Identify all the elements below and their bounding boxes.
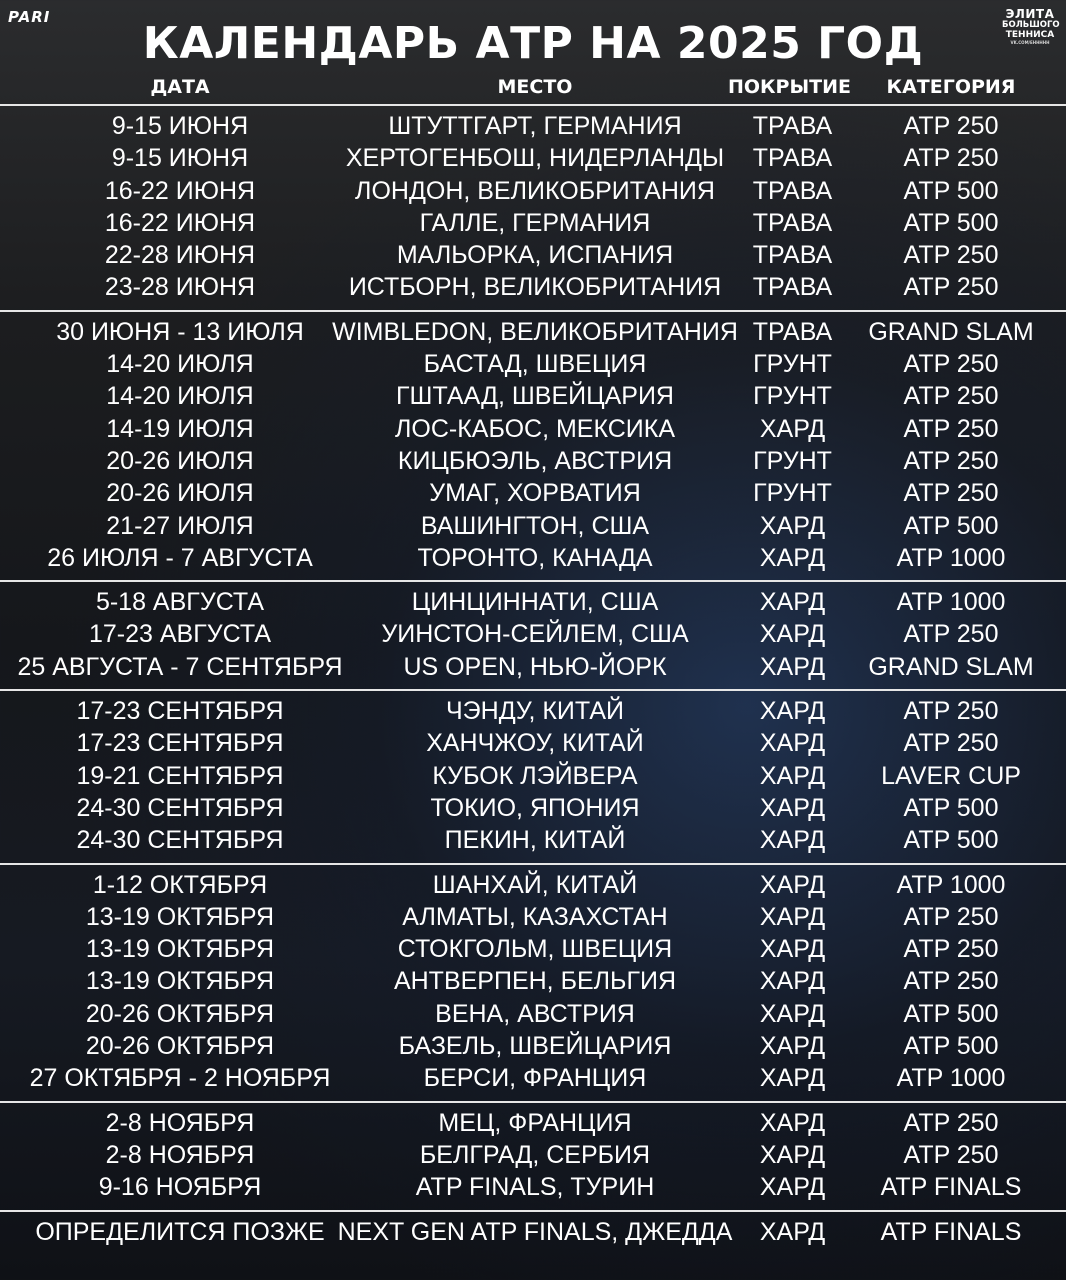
header-date: ДАТА bbox=[150, 76, 210, 98]
table-row bbox=[0, 445, 1066, 477]
surface-cell: ГРУНТ bbox=[753, 350, 832, 379]
table-row bbox=[0, 380, 1066, 412]
surface-cell: ГРУНТ bbox=[753, 446, 832, 475]
date-cell: 20-26 ОКТЯБРЯ bbox=[85, 999, 275, 1028]
table-row bbox=[0, 695, 1066, 727]
place-cell: УМАГ, ХОРВАТИЯ bbox=[429, 479, 641, 508]
table-row bbox=[0, 586, 1066, 618]
category-cell: ATP 500 bbox=[903, 208, 999, 237]
date-cell: 19-21 СЕНТЯБРЯ bbox=[76, 761, 284, 790]
category-cell: ATP FINALS bbox=[880, 1173, 1022, 1202]
category-cell: LAVER CUP bbox=[881, 761, 1021, 790]
table-row bbox=[0, 413, 1066, 445]
date-cell: 9-15 ИЮНЯ bbox=[111, 112, 249, 140]
date-cell: 16-22 ИЮНЯ bbox=[104, 176, 256, 205]
date-cell: 27 ОКТЯБРЯ - 2 НОЯБРЯ bbox=[29, 1064, 331, 1093]
table-row bbox=[0, 1107, 1066, 1139]
place-cell: ATP FINALS, ТУРИН bbox=[415, 1173, 655, 1202]
table-row bbox=[0, 510, 1066, 542]
place-cell: US OPEN, НЬЮ-ЙОРК bbox=[403, 652, 667, 681]
date-cell: 20-26 ИЮЛЯ bbox=[106, 479, 254, 508]
surface-cell: ХАРД bbox=[759, 511, 826, 540]
table-row bbox=[0, 760, 1066, 792]
category-cell: ATP 250 bbox=[903, 479, 999, 508]
month-group bbox=[0, 863, 1066, 1101]
category-cell: ATP 1000 bbox=[896, 1064, 1006, 1093]
category-cell: ATP FINALS bbox=[880, 1217, 1022, 1246]
place-cell: ШАНХАЙ, КИТАЙ bbox=[432, 870, 638, 899]
date-cell: 25 АВГУСТА - 7 СЕНТЯБРЯ bbox=[17, 652, 343, 681]
place-cell: WIMBLEDON, ВЕЛИКОБРИТАНИЯ bbox=[332, 317, 738, 346]
surface-cell: ХАРД bbox=[759, 543, 826, 572]
date-cell: 17-23 СЕНТЯБРЯ bbox=[76, 729, 284, 758]
table-row bbox=[0, 933, 1066, 965]
table-row bbox=[0, 998, 1066, 1030]
surface-cell: ХАРД bbox=[759, 1064, 826, 1093]
logo-line: ТЕННИСА bbox=[1005, 29, 1055, 40]
table-row bbox=[0, 271, 1066, 303]
place-cell: КУБОК ЛЭЙВЕРА bbox=[432, 761, 638, 790]
month-group bbox=[0, 580, 1066, 689]
calendar-table bbox=[0, 104, 1066, 1280]
place-cell: ЧЭНДУ, КИТАЙ bbox=[446, 697, 624, 726]
surface-cell: ТРАВА bbox=[752, 208, 833, 237]
category-cell: ATP 1000 bbox=[896, 588, 1006, 617]
place-cell: КИЦБЮЭЛЬ, АВСТРИЯ bbox=[397, 446, 673, 475]
date-cell: ОПРЕДЕЛИТСЯ ПОЗЖЕ bbox=[35, 1217, 325, 1246]
pari-logo: PARI bbox=[8, 8, 51, 26]
month-group bbox=[0, 1101, 1066, 1210]
category-cell: ATP 1000 bbox=[896, 543, 1006, 572]
place-cell: ГШТААД, ШВЕЙЦАРИЯ bbox=[396, 382, 674, 411]
category-cell: ATP 250 bbox=[903, 697, 999, 726]
date-cell: 21-27 ИЮЛЯ bbox=[106, 511, 254, 540]
table-row bbox=[0, 477, 1066, 509]
category-cell: ATP 500 bbox=[903, 176, 999, 205]
date-cell: 23-28 ИЮНЯ bbox=[104, 273, 256, 302]
place-cell: ЛОНДОН, ВЕЛИКОБРИТАНИЯ bbox=[355, 176, 715, 205]
category-cell: ATP 250 bbox=[903, 382, 999, 411]
category-cell: GRAND SLAM bbox=[868, 652, 1034, 681]
date-cell: 20-26 ОКТЯБРЯ bbox=[85, 1032, 275, 1061]
place-cell: ЛОС-КАБОС, МЕКСИКА bbox=[394, 414, 676, 443]
date-cell: 24-30 СЕНТЯБРЯ bbox=[76, 826, 284, 855]
date-cell: 30 ИЮНЯ - 13 ИЮЛЯ bbox=[56, 317, 304, 346]
date-cell: 9-16 НОЯБРЯ bbox=[98, 1173, 262, 1202]
place-cell: УИНСТОН-СЕЙЛЕМ, США bbox=[381, 620, 689, 649]
table-row bbox=[0, 1062, 1066, 1094]
table-row bbox=[0, 1030, 1066, 1062]
surface-cell: ХАРД bbox=[759, 1217, 826, 1246]
table-row bbox=[0, 239, 1066, 271]
surface-cell: ХАРД bbox=[759, 967, 826, 996]
category-cell: ATP 500 bbox=[903, 1032, 999, 1061]
surface-cell: ХАРД bbox=[759, 652, 826, 681]
date-cell: 2-8 НОЯБРЯ bbox=[105, 1108, 255, 1137]
surface-cell: ХАРД bbox=[759, 588, 826, 617]
category-cell: ATP 250 bbox=[903, 967, 999, 996]
surface-cell: ГРУНТ bbox=[753, 479, 832, 508]
surface-cell: ХАРД bbox=[759, 826, 826, 855]
month-group bbox=[0, 1210, 1066, 1280]
surface-cell: ХАРД bbox=[759, 620, 826, 649]
place-cell: ТОКИО, ЯПОНИЯ bbox=[430, 793, 640, 822]
category-cell: ATP 250 bbox=[903, 446, 999, 475]
table-row bbox=[0, 901, 1066, 933]
place-cell: ИСТБОРН, ВЕЛИКОБРИТАНИЯ bbox=[348, 273, 722, 302]
month-group bbox=[0, 104, 1066, 310]
place-cell: БЕЛГРАД, СЕРБИЯ bbox=[419, 1140, 651, 1169]
place-cell: ХЕРТОГЕНБОШ, НИДЕРЛАНДЫ bbox=[345, 144, 725, 173]
header-surface: ПОКРЫТИЕ bbox=[727, 76, 852, 98]
surface-cell: ТРАВА bbox=[752, 112, 833, 140]
date-cell: 20-26 ИЮЛЯ bbox=[106, 446, 254, 475]
surface-cell: ХАРД bbox=[759, 414, 826, 443]
category-cell: ATP 500 bbox=[903, 793, 999, 822]
logo-line: БОЛЬШОГО bbox=[1002, 20, 1060, 30]
month-group bbox=[0, 689, 1066, 862]
category-cell: ATP 250 bbox=[903, 241, 999, 270]
category-cell: ATP 250 bbox=[903, 902, 999, 931]
table-row bbox=[0, 207, 1066, 239]
surface-cell: ТРАВА bbox=[752, 144, 833, 173]
date-cell: 14-20 ИЮЛЯ bbox=[106, 382, 254, 411]
place-cell: БАЗЕЛЬ, ШВЕЙЦАРИЯ bbox=[398, 1032, 672, 1061]
place-cell: ПЕКИН, КИТАЙ bbox=[444, 826, 626, 855]
date-cell: 17-23 СЕНТЯБРЯ bbox=[76, 697, 284, 726]
place-cell: АНТВЕРПЕН, БЕЛЬГИЯ bbox=[393, 967, 677, 996]
category-cell: ATP 250 bbox=[903, 112, 999, 140]
surface-cell: ХАРД bbox=[759, 935, 826, 964]
table-row bbox=[0, 542, 1066, 574]
header-place: МЕСТО bbox=[497, 76, 573, 98]
place-cell: БЕРСИ, ФРАНЦИЯ bbox=[423, 1064, 647, 1093]
table-row bbox=[0, 965, 1066, 997]
table-row bbox=[0, 1171, 1066, 1203]
place-cell: АЛМАТЫ, КАЗАХСТАН bbox=[402, 902, 668, 931]
place-cell: СТОКГОЛЬМ, ШВЕЦИЯ bbox=[397, 935, 673, 964]
place-cell: ХАНЧЖОУ, КИТАЙ bbox=[426, 729, 644, 758]
date-cell: 16-22 ИЮНЯ bbox=[104, 208, 256, 237]
table-row bbox=[0, 824, 1066, 856]
header-category: КАТЕГОРИЯ bbox=[886, 76, 1016, 98]
date-cell: 24-30 СЕНТЯБРЯ bbox=[76, 793, 284, 822]
category-cell: ATP 250 bbox=[903, 144, 999, 173]
surface-cell: ТРАВА bbox=[752, 176, 833, 205]
category-cell: ATP 250 bbox=[903, 620, 999, 649]
month-group bbox=[0, 310, 1066, 580]
logo-line: ЭЛИТА bbox=[1005, 7, 1055, 21]
surface-cell: ХАРД bbox=[759, 1032, 826, 1061]
date-cell: 5-18 АВГУСТА bbox=[95, 588, 265, 617]
place-cell: ТОРОНТО, КАНАДА bbox=[417, 543, 653, 572]
surface-cell: ХАРД bbox=[759, 1140, 826, 1169]
category-cell: ATP 250 bbox=[903, 414, 999, 443]
place-cell: NEXT GEN ATP FINALS, ДЖЕДДА bbox=[337, 1217, 733, 1246]
place-cell: МАЛЬОРКА, ИСПАНИЯ bbox=[396, 241, 674, 270]
place-cell: ВЕНА, АВСТРИЯ bbox=[435, 999, 635, 1028]
table-row bbox=[0, 792, 1066, 824]
category-cell: ATP 250 bbox=[903, 729, 999, 758]
date-cell: 14-19 ИЮЛЯ bbox=[106, 414, 254, 443]
date-cell: 13-19 ОКТЯБРЯ bbox=[85, 967, 275, 996]
surface-cell: ХАРД bbox=[759, 999, 826, 1028]
date-cell: 14-20 ИЮЛЯ bbox=[106, 350, 254, 379]
date-cell: 26 ИЮЛЯ - 7 АВГУСТА bbox=[47, 543, 313, 572]
surface-cell: ХАРД bbox=[759, 1108, 826, 1137]
date-cell: 13-19 ОКТЯБРЯ bbox=[85, 902, 275, 931]
table-row bbox=[0, 1216, 1066, 1280]
table-row bbox=[0, 618, 1066, 650]
place-cell: ГАЛЛЕ, ГЕРМАНИЯ bbox=[419, 208, 651, 237]
date-cell: 17-23 АВГУСТА bbox=[89, 620, 271, 649]
table-header bbox=[0, 74, 1066, 104]
surface-cell: ТРАВА bbox=[752, 241, 833, 270]
category-cell: ATP 500 bbox=[903, 826, 999, 855]
surface-cell: ТРАВА bbox=[752, 273, 833, 302]
category-cell: ATP 500 bbox=[903, 999, 999, 1028]
date-cell: 22-28 ИЮНЯ bbox=[104, 241, 256, 270]
place-cell: МЕЦ, ФРАНЦИЯ bbox=[438, 1108, 632, 1137]
place-cell: ВАШИНГТОН, США bbox=[420, 511, 650, 540]
category-cell: ATP 250 bbox=[903, 935, 999, 964]
place-cell: ЦИНЦИННАТИ, США bbox=[411, 588, 659, 617]
surface-cell: ГРУНТ bbox=[753, 382, 832, 411]
table-row bbox=[0, 348, 1066, 380]
logo-line: VK.COM/EHHHHH bbox=[1010, 39, 1050, 45]
table-row bbox=[0, 316, 1066, 348]
table-row bbox=[0, 727, 1066, 759]
surface-cell: ХАРД bbox=[759, 697, 826, 726]
table-row bbox=[0, 869, 1066, 901]
table-row bbox=[0, 1139, 1066, 1171]
place-cell: БАСТАД, ШВЕЦИЯ bbox=[423, 350, 647, 379]
category-cell: ATP 250 bbox=[903, 273, 999, 302]
surface-cell: ХАРД bbox=[759, 761, 826, 790]
surface-cell: ХАРД bbox=[759, 793, 826, 822]
category-cell: GRAND SLAM bbox=[868, 317, 1034, 346]
date-cell: 1-12 ОКТЯБРЯ bbox=[92, 870, 268, 899]
date-cell: 13-19 ОКТЯБРЯ bbox=[85, 935, 275, 964]
surface-cell: ХАРД bbox=[759, 1173, 826, 1202]
table-row bbox=[0, 651, 1066, 683]
surface-cell: ТРАВА bbox=[752, 317, 833, 346]
date-cell: 2-8 НОЯБРЯ bbox=[105, 1140, 255, 1169]
table-row bbox=[0, 175, 1066, 207]
category-cell: ATP 500 bbox=[903, 511, 999, 540]
category-cell: ATP 250 bbox=[903, 1108, 999, 1137]
table-row bbox=[0, 142, 1066, 174]
table-row bbox=[0, 110, 1066, 142]
surface-cell: ХАРД bbox=[759, 902, 826, 931]
surface-cell: ХАРД bbox=[759, 729, 826, 758]
page-title: КАЛЕНДАРЬ АТР НА 2025 ГОД bbox=[142, 18, 924, 69]
surface-cell: ХАРД bbox=[759, 870, 826, 899]
category-cell: ATP 250 bbox=[903, 1140, 999, 1169]
date-cell: 9-15 ИЮНЯ bbox=[111, 144, 249, 173]
category-cell: ATP 250 bbox=[903, 350, 999, 379]
place-cell: ШТУТТГАРТ, ГЕРМАНИЯ bbox=[388, 112, 682, 140]
category-cell: ATP 1000 bbox=[896, 870, 1006, 899]
